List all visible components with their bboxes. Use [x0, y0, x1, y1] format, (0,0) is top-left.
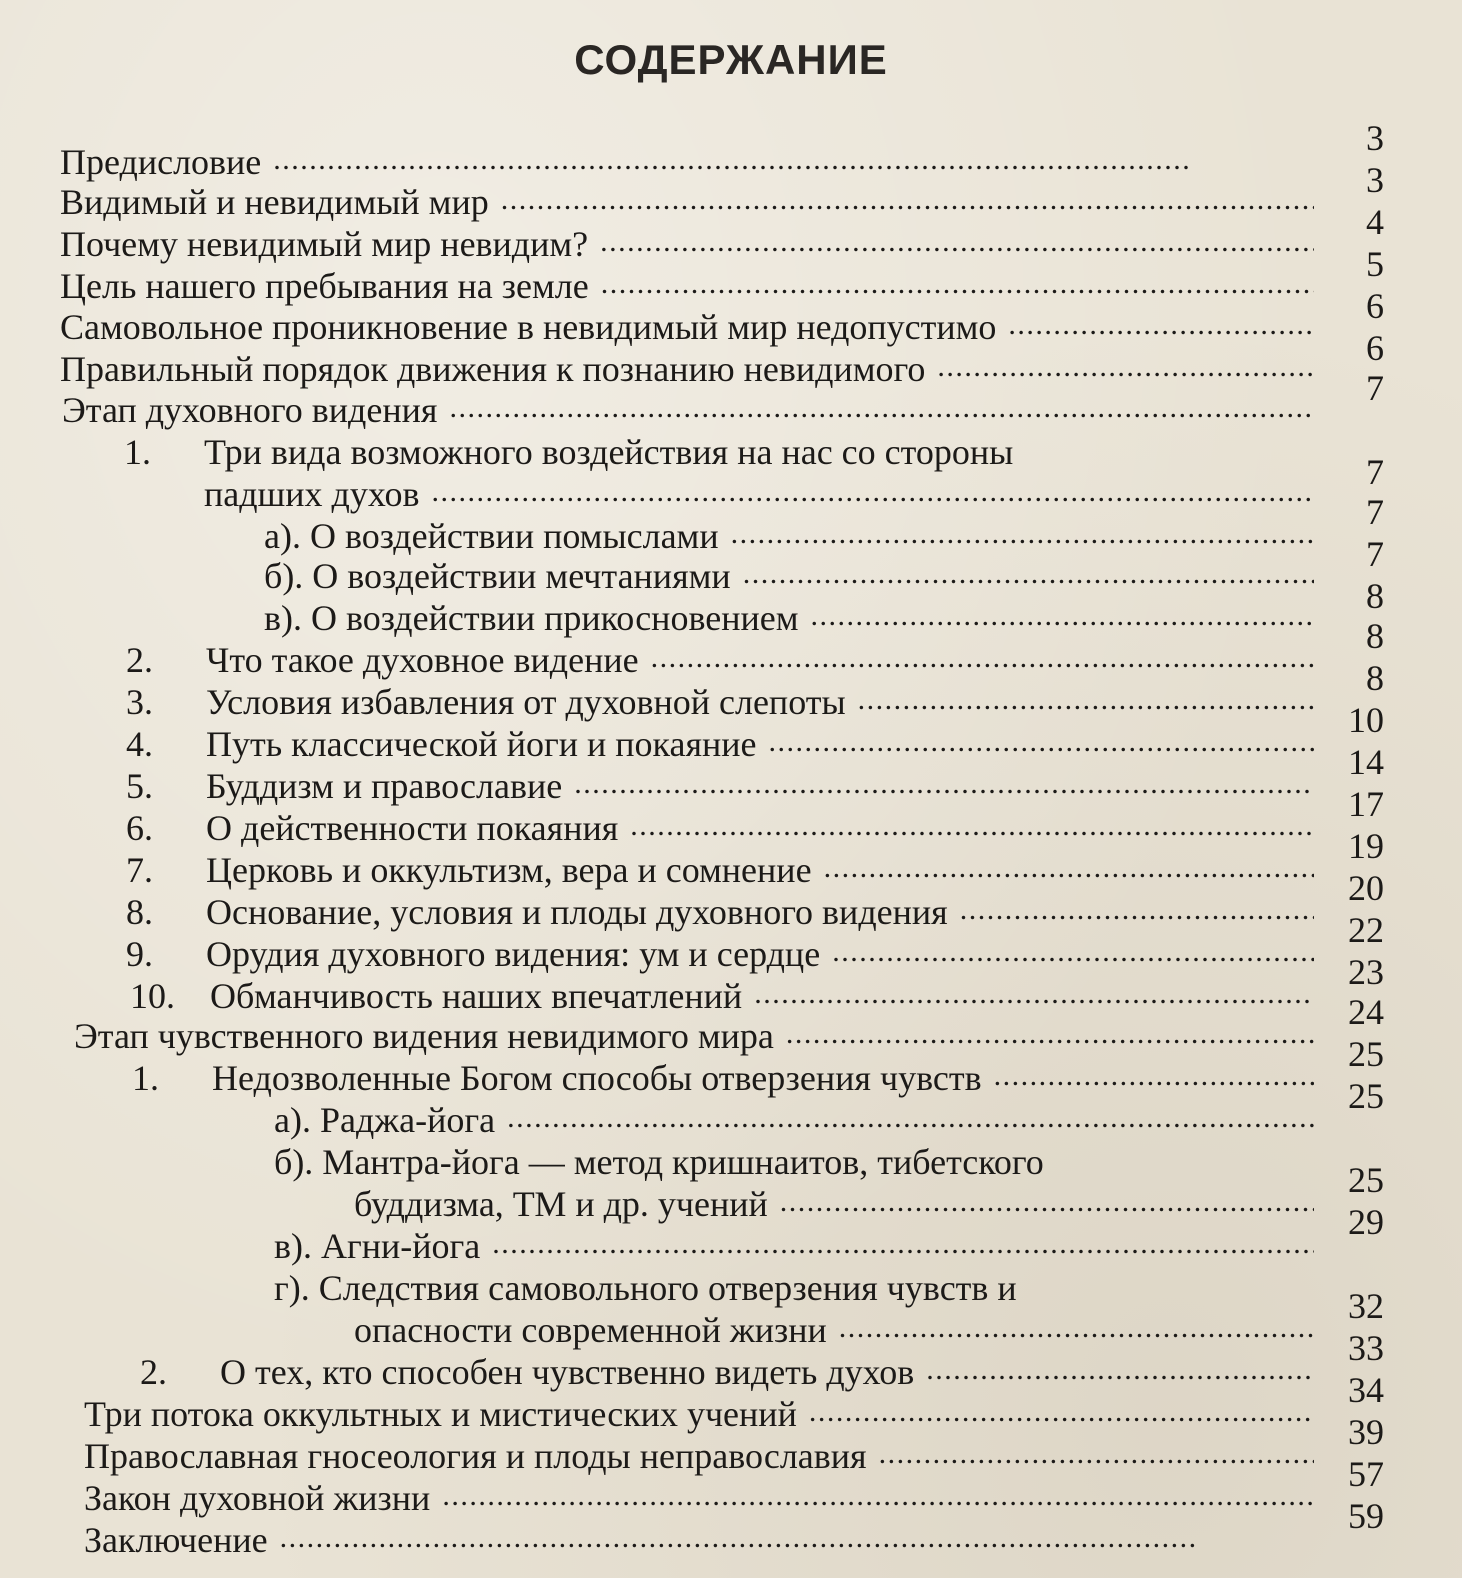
toc-entry [126, 720, 1322, 764]
toc-entry [60, 220, 1322, 264]
toc-entry-page: 3 [1366, 160, 1384, 200]
toc-entry-number: 4. [126, 724, 153, 764]
dot-leader [1008, 307, 1314, 347]
toc-entry-page: 25 [1348, 1034, 1384, 1074]
dot-leader [937, 349, 1314, 389]
toc-entry [126, 678, 1322, 722]
toc-entry [126, 636, 1322, 680]
dot-leader [280, 1520, 1314, 1560]
toc-entry [84, 1516, 1322, 1560]
dot-leader [507, 1100, 1314, 1140]
toc-entry-page: 17 [1348, 784, 1384, 824]
toc-entry-label: б). Мантра-йога — метод кришнаитов, тибетского [274, 1142, 1044, 1182]
toc-entry [60, 262, 1322, 306]
toc-entry [60, 345, 1322, 389]
dot-leader [879, 1436, 1314, 1476]
toc-entry-label: Три вида возможного воздействия на нас со стороны [204, 432, 1014, 472]
dot-leader [651, 640, 1314, 680]
dot-leader [994, 1058, 1314, 1098]
toc-entry-label: Недозволенные Богом способы отверзения чувств [212, 1058, 982, 1098]
toc-entry-label: Что такое духовное видение [206, 640, 639, 680]
toc-entry-page: 3 [1366, 118, 1384, 158]
toc-entry-continuation [204, 470, 1322, 514]
toc-entry [274, 1222, 1322, 1266]
toc-entry-label: Три потока оккультных и мистических учений [84, 1394, 797, 1434]
dot-leader [442, 1478, 1314, 1518]
toc-entry [124, 428, 1322, 472]
toc-entry-label: Условия избавления от духовной слепоты [206, 682, 846, 722]
page-title: СОДЕРЖАНИЕ [574, 36, 888, 83]
toc-entry-label: Буддизм и православие [206, 766, 563, 806]
toc-entry-continuation [354, 1180, 1322, 1224]
toc-entry-number: 9. [126, 934, 153, 974]
dot-leader [630, 808, 1314, 848]
toc-entry-page: 7 [1366, 534, 1384, 574]
toc-entry [140, 1348, 1322, 1392]
toc-entry-page: 32 [1348, 1286, 1384, 1326]
toc-entry [264, 512, 1322, 556]
toc-entry-label: Орудия духовного видения: ум и сердце [206, 934, 821, 974]
toc-entry-label: Видимый и невидимый мир [60, 182, 489, 222]
toc-entry-label: Путь классической йоги и покаяние [206, 724, 757, 764]
dot-leader [601, 266, 1314, 306]
dot-leader [754, 976, 1314, 1016]
toc-entry-number: 1. [124, 432, 151, 472]
toc-entry-label: б). О воздействии мечтаниями [264, 556, 731, 596]
toc-entry-label: а). Раджа-йога [274, 1100, 496, 1140]
toc-entry-label: Предисловие [60, 142, 262, 182]
toc-entry-label: О действенности покаяния [206, 808, 619, 848]
toc-entry-page: 7 [1366, 492, 1384, 532]
toc-entry-number: 3. [126, 682, 153, 722]
toc-entry-label: Самовольное проникновение в невидимый мир недопустимо [60, 307, 997, 347]
toc-entry-page: 34 [1348, 1370, 1384, 1410]
toc-entry-page: 6 [1366, 286, 1384, 326]
toc-entry [126, 804, 1322, 848]
dot-leader [432, 474, 1315, 514]
toc-entry-label: Основание, условия и плоды духовного видения [206, 892, 948, 932]
toc-entry-label: Обманчивость наших впечатлений [210, 976, 743, 1016]
toc-entry-page: 23 [1348, 952, 1384, 992]
toc-entry-page: 4 [1366, 202, 1384, 242]
toc-entry-continuation [354, 1306, 1322, 1350]
toc-entry-number: 10. [130, 976, 175, 1016]
toc-entry-page: 8 [1366, 576, 1384, 616]
dot-leader [809, 1394, 1314, 1434]
toc-entry [126, 888, 1322, 932]
toc-entry-page: 25 [1348, 1076, 1384, 1116]
toc-entry-page: 29 [1348, 1202, 1384, 1242]
toc-entry-label-cont: падших духов [204, 474, 420, 514]
toc-entry [264, 552, 1322, 596]
toc-entry [126, 930, 1322, 974]
dot-leader [839, 1310, 1314, 1350]
toc-entry-label-cont: буддизма, ТМ и др. учений [354, 1184, 768, 1224]
dot-leader [273, 142, 1314, 182]
toc-entry [274, 1264, 1322, 1308]
toc-entry-label: а). О воздействии помыслами [264, 516, 719, 556]
toc-entry-page: 7 [1366, 368, 1384, 408]
toc-entry-label: г). Следствия самовольного отверзения чувств и [274, 1268, 1017, 1308]
toc-entry-number: 5. [126, 766, 153, 806]
toc-entry-number: 8. [126, 892, 153, 932]
toc-entry [84, 1432, 1322, 1476]
toc-entry-page: 59 [1348, 1496, 1384, 1536]
toc-entry-number: 7. [126, 850, 153, 890]
toc-entry [84, 1474, 1322, 1518]
toc-entry-label: в). Агни-йога [274, 1226, 481, 1266]
toc-entry [60, 303, 1322, 347]
toc-entry-label: Цель нашего пребывания на земле [60, 266, 589, 306]
dot-leader [832, 934, 1314, 974]
toc-entry-label: Закон духовной жизни [84, 1478, 431, 1518]
toc-entry-page: 14 [1348, 742, 1384, 782]
dot-leader [769, 724, 1314, 764]
toc-entry-label: Заключение [84, 1520, 268, 1560]
toc-entry [126, 762, 1322, 806]
toc-entry [274, 1138, 1322, 1182]
dot-leader [743, 556, 1314, 596]
toc-entry-page: 10 [1348, 700, 1384, 740]
toc-entry [126, 846, 1322, 890]
toc-entry [62, 386, 1322, 430]
dot-leader [858, 682, 1314, 722]
toc-entry-page: 25 [1348, 1160, 1384, 1200]
toc-entry-label: в). О воздействии прикосновением [264, 598, 799, 638]
toc-entry-page: 33 [1348, 1328, 1384, 1368]
toc-entry-label: Правильный порядок движения к познанию невидимого [60, 349, 926, 389]
dot-leader [600, 224, 1314, 264]
toc-entry-number: 1. [132, 1058, 159, 1098]
toc-entry-number: 2. [140, 1352, 167, 1392]
dot-leader [926, 1352, 1314, 1392]
toc-entry-page: 5 [1366, 244, 1384, 284]
toc-entry [132, 1054, 1322, 1098]
toc-entry-page: 22 [1348, 910, 1384, 950]
toc-entry-page: 24 [1348, 992, 1384, 1032]
toc-entry-page: 8 [1366, 616, 1384, 656]
toc-entry [130, 972, 1322, 1016]
toc-entry-label: Этап духовного видения [62, 390, 438, 430]
toc-entry-page: 19 [1348, 826, 1384, 866]
toc-entry-page: 6 [1366, 328, 1384, 368]
toc-entry-label: Этап чувственного видения невидимого мира [74, 1016, 774, 1056]
toc-entry-page: 39 [1348, 1412, 1384, 1452]
toc-entry-page: 20 [1348, 868, 1384, 908]
toc-entry-page: 8 [1366, 658, 1384, 698]
toc-entry-label: О тех, кто способен чувственно видеть духов [220, 1352, 915, 1392]
dot-leader [731, 516, 1314, 556]
dot-leader [449, 390, 1314, 430]
toc-entry-label: Почему невидимый мир невидим? [60, 224, 589, 264]
dot-leader [824, 850, 1314, 890]
toc-entry-number: 6. [126, 808, 153, 848]
dot-leader [501, 182, 1314, 222]
dot-leader [786, 1016, 1314, 1056]
toc-entry-label: Церковь и оккультизм, вера и сомнение [206, 850, 812, 890]
toc-entry [60, 138, 1322, 182]
dot-leader [960, 892, 1314, 932]
toc-entry-label-cont: опасности современной жизни [354, 1310, 827, 1350]
toc-entry-label: Православная гносеология и плоды неправославия [84, 1436, 867, 1476]
dot-leader [492, 1226, 1314, 1266]
toc-entry-page: 57 [1348, 1454, 1384, 1494]
toc-entry [274, 1096, 1322, 1140]
dot-leader [780, 1184, 1314, 1224]
toc-entry [84, 1390, 1322, 1434]
dot-leader [811, 598, 1315, 638]
toc-entry-number: 2. [126, 640, 153, 680]
toc-entry-page: 7 [1366, 452, 1384, 492]
toc-entry [74, 1012, 1322, 1056]
dot-leader [574, 766, 1314, 806]
toc-entry [60, 178, 1322, 222]
toc-entry [264, 594, 1322, 638]
